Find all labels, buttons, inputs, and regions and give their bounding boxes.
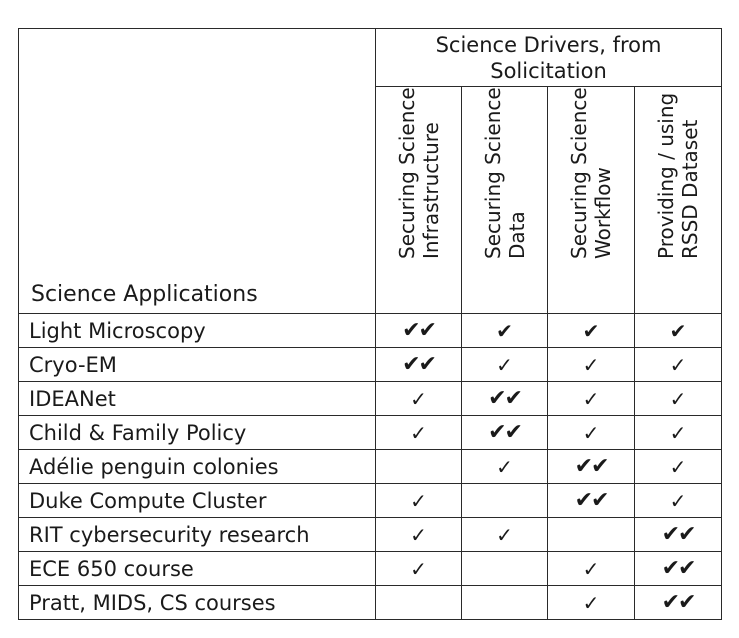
checkmark-icon: ✔✔: [376, 348, 462, 382]
checkmark-icon: ✓: [635, 484, 722, 518]
empty-cell: [376, 586, 462, 620]
group-header: Science Drivers, from Solicitation: [376, 29, 722, 87]
checkmark-icon: ✔: [548, 314, 635, 348]
table-row: [19, 552, 722, 586]
checkmark-icon: ✔✔: [635, 586, 722, 620]
checkmark-icon: ✓: [462, 348, 548, 382]
checkmark-icon: ✓: [548, 382, 635, 416]
science-drivers-table: [18, 28, 722, 620]
checkmark-icon: ✔✔: [635, 552, 722, 586]
table-row: [19, 586, 722, 620]
application-name: RIT cybersecurity research: [19, 518, 376, 552]
checkmark-icon: ✓: [635, 416, 722, 450]
application-name: Child & Family Policy: [19, 416, 376, 450]
table-row: [19, 348, 722, 382]
checkmark-icon: ✔✔: [548, 484, 635, 518]
checkmark-icon: ✔✔: [376, 314, 462, 348]
checkmark-icon: ✔✔: [462, 416, 548, 450]
table-row: [19, 450, 722, 484]
checkmark-icon: ✔✔: [462, 382, 548, 416]
column-header-data: Securing Science Data: [462, 87, 548, 314]
checkmark-icon: ✓: [376, 484, 462, 518]
empty-cell: [462, 552, 548, 586]
checkmark-icon: ✓: [548, 586, 635, 620]
table-row: [19, 518, 722, 552]
empty-cell: [376, 450, 462, 484]
application-name: Light Microscopy: [19, 314, 376, 348]
empty-cell: [462, 586, 548, 620]
column-header-rssd-dataset: Providing / using RSSD Dataset: [635, 87, 722, 314]
table-row: [19, 314, 722, 348]
checkmark-icon: ✓: [635, 450, 722, 484]
application-name: IDEANet: [19, 382, 376, 416]
checkmark-icon: ✓: [462, 518, 548, 552]
column-header-workflow: Securing Science Workflow: [548, 87, 635, 314]
table-row: [19, 416, 722, 450]
application-name: Pratt, MIDS, CS courses: [19, 586, 376, 620]
application-name: Duke Compute Cluster: [19, 484, 376, 518]
checkmark-icon: ✓: [635, 348, 722, 382]
checkmark-icon: ✓: [376, 416, 462, 450]
table-row: [19, 484, 722, 518]
column-header-infrastructure: Securing Science Infrastructure: [376, 87, 462, 314]
checkmark-icon: ✓: [548, 416, 635, 450]
checkmark-icon: ✓: [548, 552, 635, 586]
application-name: ECE 650 course: [19, 552, 376, 586]
checkmark-icon: ✓: [376, 518, 462, 552]
table-row: [19, 382, 722, 416]
empty-cell: [548, 518, 635, 552]
application-name: Cryo-EM: [19, 348, 376, 382]
checkmark-icon: ✓: [376, 382, 462, 416]
corner-label: Science Applications: [19, 29, 376, 314]
checkmark-icon: ✓: [376, 552, 462, 586]
empty-cell: [462, 484, 548, 518]
checkmark-icon: ✔: [635, 314, 722, 348]
checkmark-icon: ✔: [462, 314, 548, 348]
checkmark-icon: ✓: [635, 382, 722, 416]
checkmark-icon: ✓: [548, 348, 635, 382]
checkmark-icon: ✔✔: [635, 518, 722, 552]
application-name: Adélie penguin colonies: [19, 450, 376, 484]
checkmark-icon: ✓: [462, 450, 548, 484]
checkmark-icon: ✔✔: [548, 450, 635, 484]
